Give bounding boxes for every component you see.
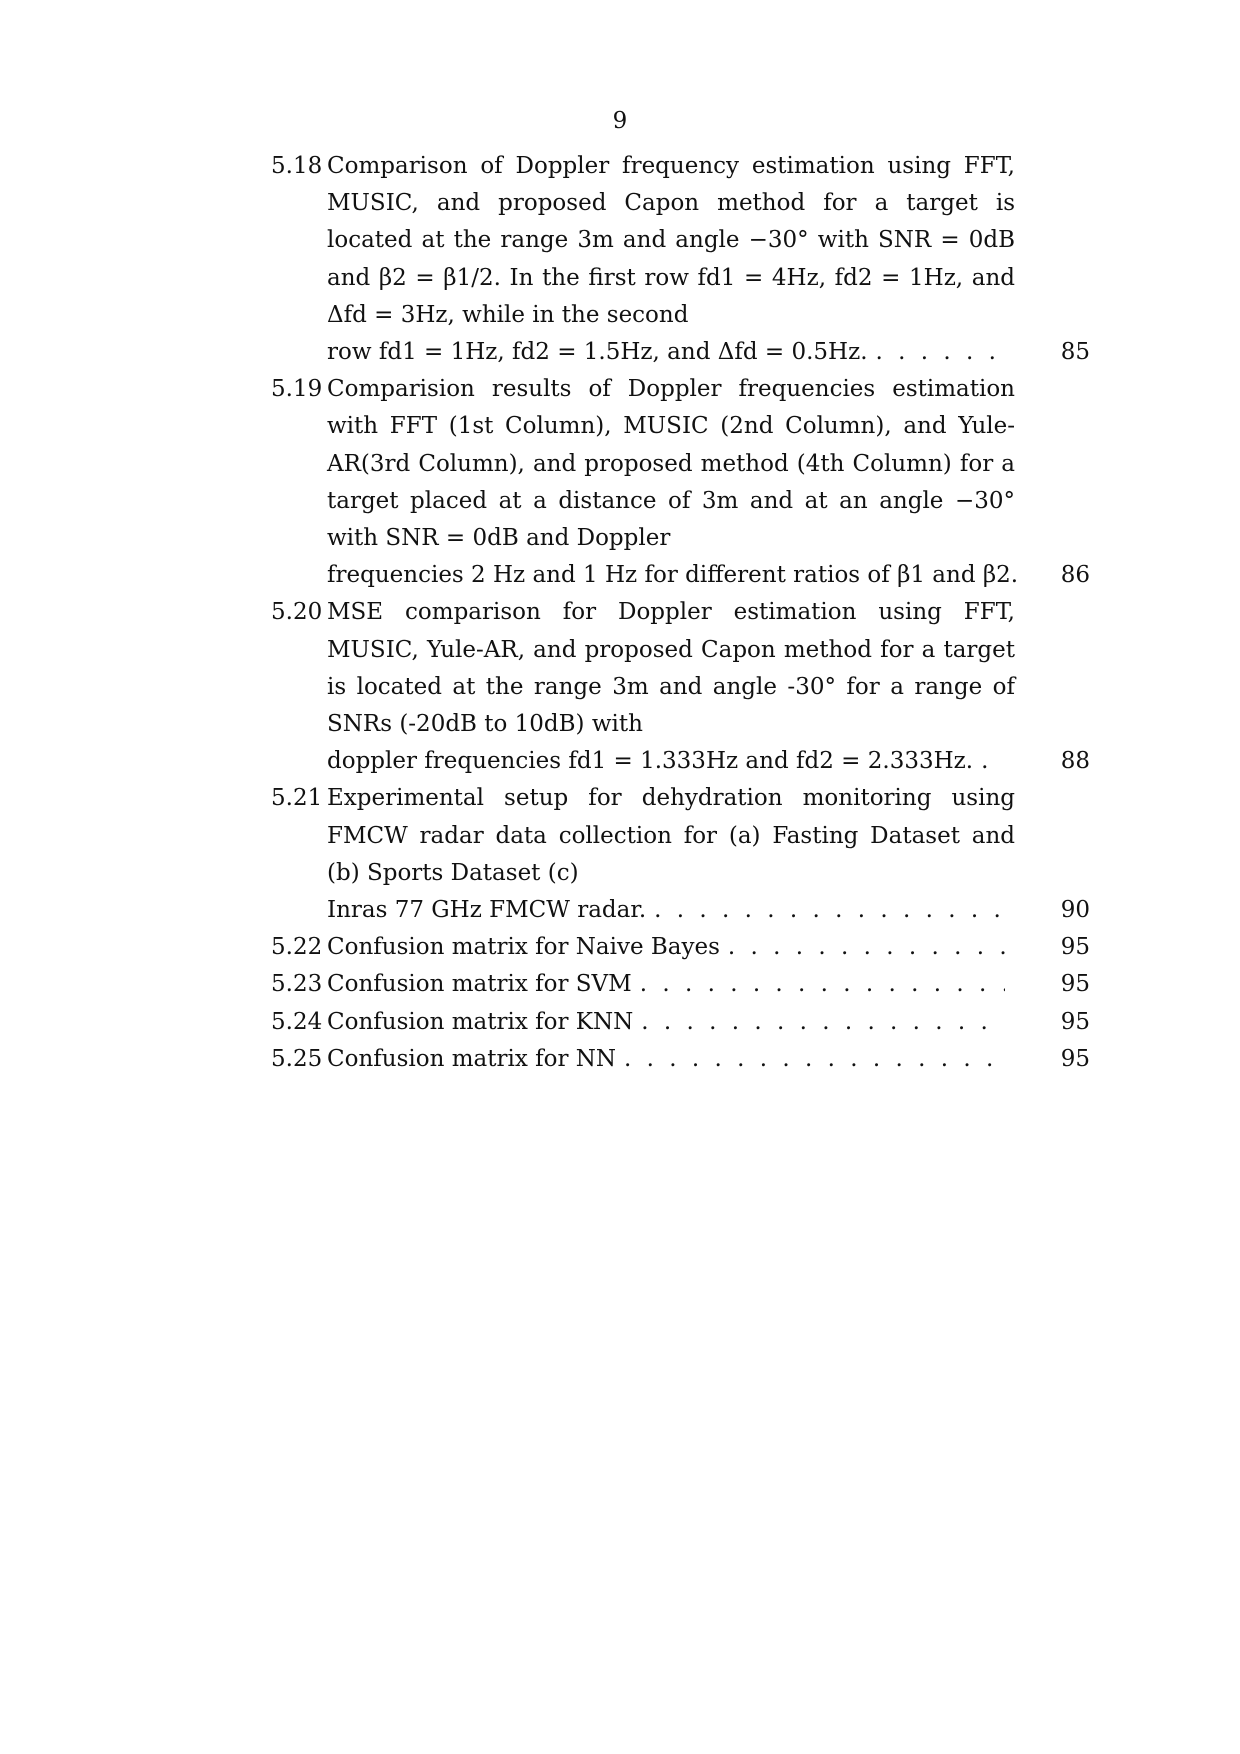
entry-caption: Experimental setup for dehydration monitoring using FMCW radar data collection for (a) Fasting Dataset and (b) Sports Dataset (c) [327,785,1015,886]
entry-number: 5.24 [271,1008,323,1035]
entry-last-line [327,1041,1015,1078]
lof-entry-5-18[interactable] [271,148,1090,371]
entry-page-number: 95 [1060,1008,1090,1035]
entry-last-line [327,892,1015,929]
entry-caption-end: Confusion matrix for Naive Bayes [327,934,720,961]
page-number: 9 [612,108,628,134]
dot-leader [654,892,1005,929]
entry-last-line [327,929,1015,966]
entry-caption-end: Confusion matrix for KNN [327,1008,634,1035]
entry-caption: Comparision results of Doppler frequencies estimation with FFT (1st Column), MUSIC (2nd Column), and Yule-AR(3rd Column), and proposed method (4th Column) for a target placed at a distance of 3m and at an angle −30° with SNR = 0dB and Doppler [327,376,1015,552]
entry-last-line [327,743,1015,780]
entry-caption-end: Confusion matrix for SVM [327,971,632,998]
entry-last-line [327,557,1019,594]
entry-caption-end: Inras 77 GHz FMCW radar. [327,897,647,924]
entry-caption-end: row fd1 = 1Hz, fd2 = 1.5Hz, and Δfd = 0.5Hz. [327,339,868,366]
entry-caption-end: Confusion matrix for NN [327,1045,617,1072]
entry-page-number: 95 [1060,971,1090,998]
dot-leader [981,743,1005,780]
dot-leader [624,1041,1005,1078]
dot-leader [640,966,1005,1003]
lof-entry-5-24[interactable] [271,1004,1090,1041]
dot-leader [876,334,1005,371]
entry-number: 5.21 [271,785,323,812]
lof-entry-5-21[interactable] [271,780,1090,929]
entry-last-line [327,1004,1015,1041]
lof-entry-5-22[interactable] [271,929,1090,966]
dot-leader [641,1004,1005,1041]
lof-entry-5-23[interactable] [271,966,1090,1003]
list-of-figures [271,148,1090,1078]
entry-caption: Comparison of Doppler frequency estimation using FFT, MUSIC, and proposed Capon method for a target is located at the range 3m and angle −30° with SNR = 0dB and β2 = β1/2. In the first row fd1 = 4Hz, fd2 = 1Hz, and Δfd = 3Hz, while in the second [327,153,1015,328]
entry-number: 5.23 [271,971,323,998]
entry-caption-end: doppler frequencies fd1 = 1.333Hz and fd2 = 2.333Hz. [327,748,974,775]
entry-last-line [327,966,1015,1003]
entry-page-number: 95 [1060,1045,1090,1072]
entry-page-number: 95 [1060,934,1090,961]
lof-entry-5-19[interactable] [271,371,1090,594]
entry-number: 5.22 [271,934,323,961]
entry-caption-end: frequencies 2 Hz and 1 Hz for different ratios of β1 and β2. [327,562,1019,589]
entry-number: 5.20 [271,599,323,626]
entry-number: 5.19 [271,376,323,403]
entry-caption: MSE comparison for Doppler estimation using FFT, MUSIC, Yule-AR, and proposed Capon method for a target is located at the range 3m and angle -30° for a range of SNRs (-20dB to 10dB) with [327,599,1015,738]
entry-page-number: 85 [1060,339,1090,366]
entry-page-number: 86 [1060,562,1090,589]
lof-entry-5-20[interactable] [271,594,1090,780]
entry-last-line [327,334,1015,371]
entry-page-number: 88 [1060,748,1090,775]
entry-page-number: 90 [1060,897,1090,924]
entry-number: 5.25 [271,1045,323,1072]
entry-number: 5.18 [271,153,323,179]
dot-leader [728,929,1005,966]
lof-entry-5-25[interactable] [271,1041,1090,1078]
